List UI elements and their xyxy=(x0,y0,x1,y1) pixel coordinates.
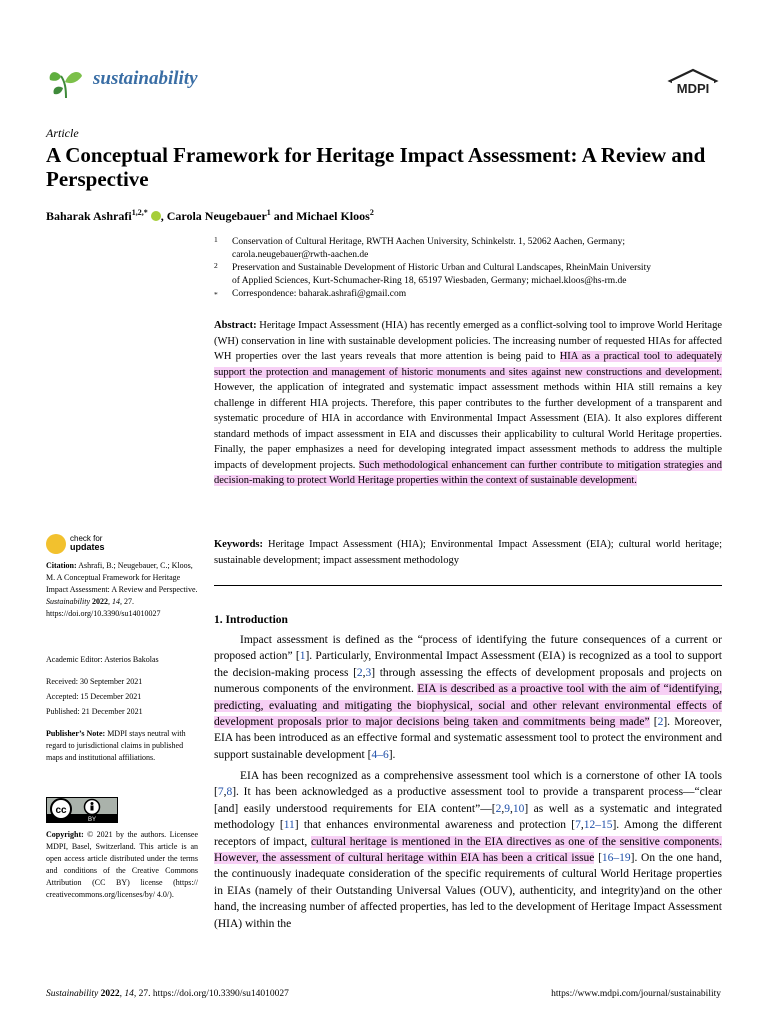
author-affiliation-mark: 1,2,* xyxy=(131,208,148,217)
citation-link[interactable]: 9 xyxy=(504,802,510,815)
citation-block xyxy=(46,560,198,620)
intro-text: , xyxy=(362,666,366,679)
mdpi-logo-text: MDPI xyxy=(676,81,710,96)
keywords-label: Keywords: xyxy=(214,539,263,550)
intro-text: ]. On the one hand, the continuously inadequate consideration of the specific requirements of cultural World Heritage properties in EIAs (namely of their Outstanding Universal Values (OUV), authenticity, and integrity)and on the other hand, the increasing number of affected properties, has led to the development of Heritage Impact Assessment (HIA) within the xyxy=(214,852,722,930)
affiliation-line: of Applied Sciences, Kurt-Schumacher-Ring 18, 65197 Wiesbaden, Germany; michael.kloos@hs-rm.de xyxy=(232,276,627,286)
accepted-date: Accepted: 15 December 2021 xyxy=(46,692,142,701)
citation-label: Citation: xyxy=(46,561,77,570)
academic-editor: Academic Editor: Asterios Bakolas xyxy=(46,655,159,664)
copyright-label: Copyright: xyxy=(46,830,84,839)
affiliation-line: Conservation of Cultural Heritage, RWTH Aachen University, Schinkelstr. 1, 52062 Aachen, Germany; xyxy=(232,237,626,247)
citation-year: 2022 xyxy=(90,597,108,606)
abstract-text: However, the application of integrated and systematic impact assessment methods within HIA still remains a key challenge in different HIA projects. Therefore, this paper contributes to the further development of a transparent and systematic procedure of HIA in accordance with Environmental Impact Assessment (EIA). It also explores different standard methods of impact assessment in EIA and discusses their applicability to cultural World Heritage properties. Finally, the paper emphasizes a need for developing integrated impact assessment methods to address the multiple impacts of development projects. xyxy=(214,382,722,471)
keywords-text: Heritage Impact Assessment (HIA); Environmental Impact Assessment (EIA); cultural world heritage; sustainable development; impact assessment methodology xyxy=(214,539,722,566)
author-list xyxy=(46,208,374,224)
intro-text: [ xyxy=(649,716,658,729)
author-affiliation-mark: 2 xyxy=(369,208,374,217)
section-divider xyxy=(214,585,722,586)
received-date: Received: 30 September 2021 xyxy=(46,677,143,686)
author-name[interactable]: Baharak Ashrafi xyxy=(46,209,132,223)
section-heading: 1. Introduction xyxy=(214,614,288,626)
footer-year: 2022 xyxy=(98,989,120,999)
check-for-updates-icon[interactable] xyxy=(46,534,66,554)
footer-citation xyxy=(46,989,289,999)
correspondence xyxy=(214,288,722,301)
abstract-text: Heritage Impact Assessment (HIA) has recently emerged as a conflict-solving tool to improve World Heritage (WH) conservation in line with sustainable development policies. The increasing number of requested HIAs for affected WH properties over the last years reveals that more attention is being paid to xyxy=(214,320,722,362)
intro-text: ]. Among the different receptors of impact, xyxy=(214,819,722,848)
intro-highlight: EIA is described as a proactive tool with the aim of “identifying, predicting, evaluating and mitigating the biophysical, social and other relevant environmental effects of development proposals prior to major decisions being taken and commitments being made” xyxy=(214,683,722,729)
affiliation-email[interactable]: carola.neugebauer@rwth-aachen.de xyxy=(232,250,369,260)
journal-name: sustainability xyxy=(93,68,198,89)
citation-link[interactable]: 12–15 xyxy=(583,819,613,832)
orcid-icon[interactable] xyxy=(151,211,161,221)
affiliation-2 xyxy=(214,261,722,288)
intro-paragraph-2 xyxy=(214,768,722,932)
citation-link[interactable]: 3 xyxy=(365,666,372,679)
intro-text: , xyxy=(580,819,584,832)
intro-highlight: cultural heritage is mentioned in the EIA directives as one of the sensitive components. However, the assessment of cultural heritage within EIA has been a critical issue xyxy=(214,835,722,865)
published-date: Published: 21 December 2021 xyxy=(46,707,143,716)
citation-link[interactable]: 7 xyxy=(217,786,224,799)
intro-text: ]. Moreover, EIA has been introduced as an effective formal and systematic assessment tool to protect the environment and support sustainable development [ xyxy=(214,716,722,761)
publishers-note-text: MDPI stays neutral with regard to jurisdictional claims in published maps and institutional affiliations. xyxy=(46,729,186,762)
publishers-note xyxy=(46,728,198,764)
publishers-note-label: Publisher’s Note: xyxy=(46,729,106,738)
keywords xyxy=(214,537,722,568)
citation-journal: Sustainability xyxy=(46,597,90,606)
intro-paragraph-1 xyxy=(214,632,722,763)
citation-doi[interactable]: 27. https://doi.org/10.3390/su14010027 xyxy=(46,597,161,618)
footer-journal-url[interactable]: https://www.mdpi.com/journal/sustainability xyxy=(551,989,721,999)
citation-link[interactable]: 10 xyxy=(512,802,525,815)
citation-link[interactable]: 2 xyxy=(657,716,664,729)
intro-text: , xyxy=(509,802,513,815)
intro-text: , xyxy=(501,802,505,815)
abstract-highlight: Such methodological enhancement can further contribute to mitigation strategies and decision-making to protect World Heritage properties within the context of sustainable development. xyxy=(214,459,722,486)
citation-volume: , 14, xyxy=(108,597,122,606)
cc-by-license-badge[interactable] xyxy=(46,797,118,823)
footer-volume: , 14, xyxy=(119,989,137,999)
author-name[interactable]: and Michael Kloos xyxy=(270,209,370,223)
intro-text: , xyxy=(223,786,227,799)
cc-by-icon xyxy=(47,798,117,822)
affiliation-mark: 2 xyxy=(214,261,218,270)
citation-link[interactable]: 11 xyxy=(283,819,295,832)
abstract-label: Abstract: xyxy=(214,320,257,331)
abstract xyxy=(214,318,722,489)
citation-link[interactable]: 4–6 xyxy=(371,748,389,761)
affiliation-mark: 1 xyxy=(214,235,218,244)
citation-link[interactable]: 8 xyxy=(226,786,233,799)
affiliation-1 xyxy=(214,235,722,262)
author-name[interactable]: , Carola Neugebauer xyxy=(160,209,267,223)
journal-logo-icon xyxy=(46,62,86,102)
footer-doi[interactable]: 27. https://doi.org/10.3390/su14010027 xyxy=(136,989,289,999)
intro-text: ] as well as a systematic and integrated methodology [ xyxy=(214,802,722,832)
intro-text: ] that enhances environmental awareness and protection [ xyxy=(294,819,576,832)
footer-journal: Sustainability xyxy=(46,989,99,999)
intro-text: ]. Particularly, Environmental Impact Assessment (EIA) is recognized as a tool to support the decision-making process [ xyxy=(214,650,722,679)
check-for-updates-label: check for xyxy=(70,534,103,543)
check-for-updates-button[interactable] xyxy=(70,534,105,552)
affiliation-mark: * xyxy=(214,290,218,299)
paper-title: A Conceptual Framework for Heritage Impact Assessment: A Review and Perspective xyxy=(46,143,706,191)
copyright-text: © 2021 by the authors. Licensee MDPI, Basel, Switzerland. This article is an open access article distributed under the terms and conditions of the Creative Commons Attribution (CC BY) license (https:// creativecommons.org/licenses/by/ 4.0/). xyxy=(46,830,198,899)
intro-text: ]. xyxy=(388,748,396,761)
svg-text:cc: cc xyxy=(55,805,67,816)
intro-text: EIA has been recognized as a comprehensive assessment tool which is a cornerstone of other IA tools [ xyxy=(214,770,722,799)
citation-link[interactable]: 2 xyxy=(495,802,502,815)
citation-link[interactable]: 16–19 xyxy=(601,852,631,865)
intro-text: [ xyxy=(594,852,602,865)
citation-link[interactable]: 2 xyxy=(356,666,363,679)
intro-text: ]. It has been acknowledged as a productive assessment tool to provide a transparent process—“clear [and] easily understood requirements for EIA content”—[ xyxy=(214,786,722,815)
mdpi-logo-icon xyxy=(666,68,720,102)
correspondence-line[interactable]: Correspondence: baharak.ashrafi@gmail.com xyxy=(232,289,407,299)
intro-text: Impact assessment is defined as the “process of identifying the future consequences of a current or proposed action” [ xyxy=(214,634,722,663)
abstract-highlight: HIA as a practical tool to adequately support the protection and management of historic monuments and sites against new constructions and development. xyxy=(214,351,722,378)
citation-link[interactable]: 7 xyxy=(575,819,581,832)
check-for-updates-label: updates xyxy=(70,542,105,552)
author-affiliation-mark: 1 xyxy=(266,208,271,217)
affiliation-line: Preservation and Sustainable Development of Historic Urban and Cultural Landscapes, RheinMain University xyxy=(232,263,651,273)
copyright-block xyxy=(46,829,198,901)
cc-by-label: BY xyxy=(87,817,97,822)
intro-text: ] through assessing the effects of development proposals and projects on numerous components of the environment. xyxy=(214,666,723,696)
citation-link[interactable]: 1 xyxy=(299,650,306,663)
citation-text: Ashrafi, B.; Neugebauer, C.; Kloos, M. A Conceptual Framework for Heritage Impact Assessment: A Review and Perspective. xyxy=(46,561,198,594)
article-type: Article xyxy=(46,126,79,140)
